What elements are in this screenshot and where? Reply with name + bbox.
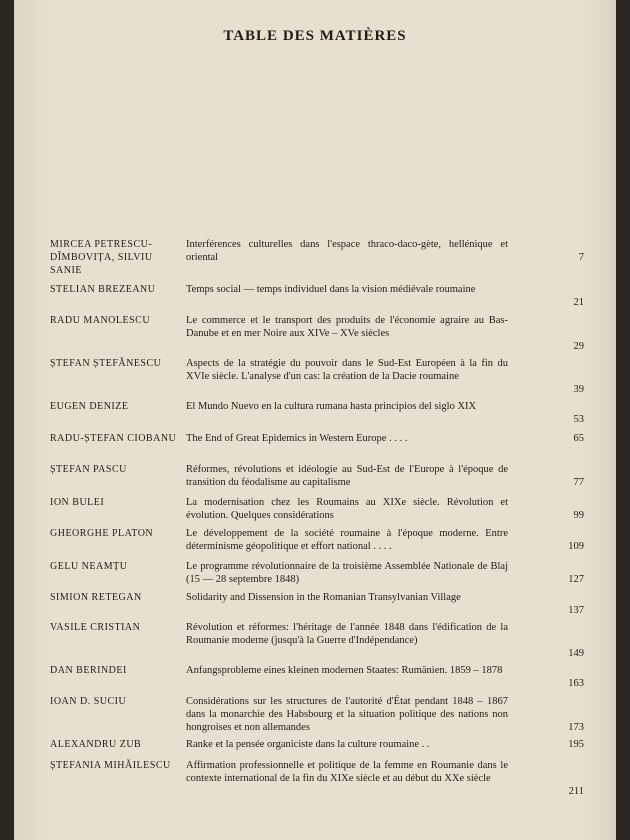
toc-title: The End of Great Epidemics in Western Europe . . . . — [186, 433, 408, 444]
toc-author: ION BULEI — [50, 497, 105, 508]
toc-title: Le développement de la société roumaine à l'époque moderne. Entre déterminisme géopolitique et effort national . . . . — [186, 528, 508, 552]
toc-page-number: 137 — [568, 605, 584, 616]
toc-title: Révolution et réformes: l'héritage de l'année 1848 dans l'édification de la Roumanie moderne (jusqu'à la Guerre d'Indépendance) — [186, 622, 508, 646]
toc-page-number: 7 — [578, 252, 584, 263]
toc-author: GELU NEAMȚU — [50, 561, 128, 572]
document-page — [14, 0, 616, 840]
toc-author: RADU-ȘTEFAN CIOBANU — [50, 433, 177, 444]
toc-author: EUGEN DENIZE — [50, 401, 129, 412]
toc-author: IOAN D. SUCIU — [50, 696, 127, 707]
toc-title: Temps social — temps individuel dans la vision médiévale roumaine — [186, 284, 476, 295]
toc-page-number: 149 — [568, 648, 584, 659]
toc-page-number: 195 — [568, 739, 584, 750]
toc-page-number: 21 — [573, 297, 584, 308]
toc-title: Affirmation professionnelle et politique de la femme en Roumanie dans le contexte international de la fin du XIXe siècle et au début du XXe siècle — [186, 760, 508, 784]
toc-title: Anfangsprobleme eines kleinen modernen Staates: Rumänien. 1859 – 1878 — [186, 665, 503, 676]
toc-author: STELIAN BREZEANU — [50, 284, 156, 295]
toc-title: Interférences culturelles dans l'espace thraco-daco-gète, hellénique et oriental — [186, 239, 508, 263]
toc-page-number: 77 — [573, 477, 584, 488]
toc-author: ȘTEFANIA MIHĂILESCU — [50, 760, 171, 771]
toc-title: Aspects de la stratégie du pouvoir dans le Sud-Est Européen à la fin du XVIe siècle. L'analyse d'un cas: la création de la Dacie roumaine — [186, 358, 508, 382]
toc-title: Ranke et la pensée organiciste dans la culture roumaine . . — [186, 739, 430, 750]
toc-author: ȘTEFAN PASCU — [50, 464, 127, 475]
toc-page-number: 163 — [568, 678, 584, 689]
toc-author: ȘTEFAN ȘTEFĂNESCU — [50, 358, 162, 369]
toc-title: El Mundo Nuevo en la cultura rumana hasta principios del siglo XIX — [186, 401, 477, 412]
toc-author: MIRCEA PETRESCU-DÎMBOVIȚA, SILVIU SANIE — [50, 239, 153, 276]
toc-author: ALEXANDRU ZUB — [50, 739, 142, 750]
toc-page-number: 211 — [568, 786, 584, 797]
toc-author: GHEORGHE PLATON — [50, 528, 154, 539]
toc-author: RADU MANOLESCU — [50, 315, 151, 326]
toc-page-number: 173 — [568, 722, 584, 733]
toc-title: Le programme révolutionnaire de la troisième Assemblée Nationale de Blaj (15 — 28 septembre 1848) — [186, 561, 508, 585]
toc-page-number: 99 — [573, 510, 584, 521]
toc-title: La modernisation chez les Roumains au XIXe siècle. Révolution et évolution. Quelques considérations — [186, 497, 508, 521]
toc-page-number: 53 — [573, 414, 584, 425]
toc-page-number: 39 — [573, 384, 584, 395]
toc-author: SIMION RETEGAN — [50, 592, 142, 603]
toc-page-number: 127 — [568, 574, 584, 585]
toc-page-number: 29 — [573, 341, 584, 352]
toc-author: VASILE CRISTIAN — [50, 622, 141, 633]
toc-title: Considérations sur les structures de l'autorité d'État pendant 1848 – 1867 dans la monarchie des Habsbourg et la situation politique des nations non hongroises et non allemandes — [186, 696, 508, 733]
toc-page-number: 109 — [568, 541, 584, 552]
toc-title: Réformes, révolutions et idéologie au Sud-Est de l'Europe à l'époque de transition du féodalisme au capitalisme — [186, 464, 508, 488]
toc-author: DAN BERINDEI — [50, 665, 127, 676]
toc-page-number: 65 — [573, 433, 584, 444]
toc-title: Le commerce et le transport des produits de l'économie agraire au Bas-Danube et en mer Noire aux XIVe – XVe siècles — [186, 315, 508, 339]
page-title: TABLE DES MATIÈRES — [223, 28, 407, 44]
toc-title: Solidarity and Dissension in the Romanian Transylvanian Village — [186, 592, 461, 603]
